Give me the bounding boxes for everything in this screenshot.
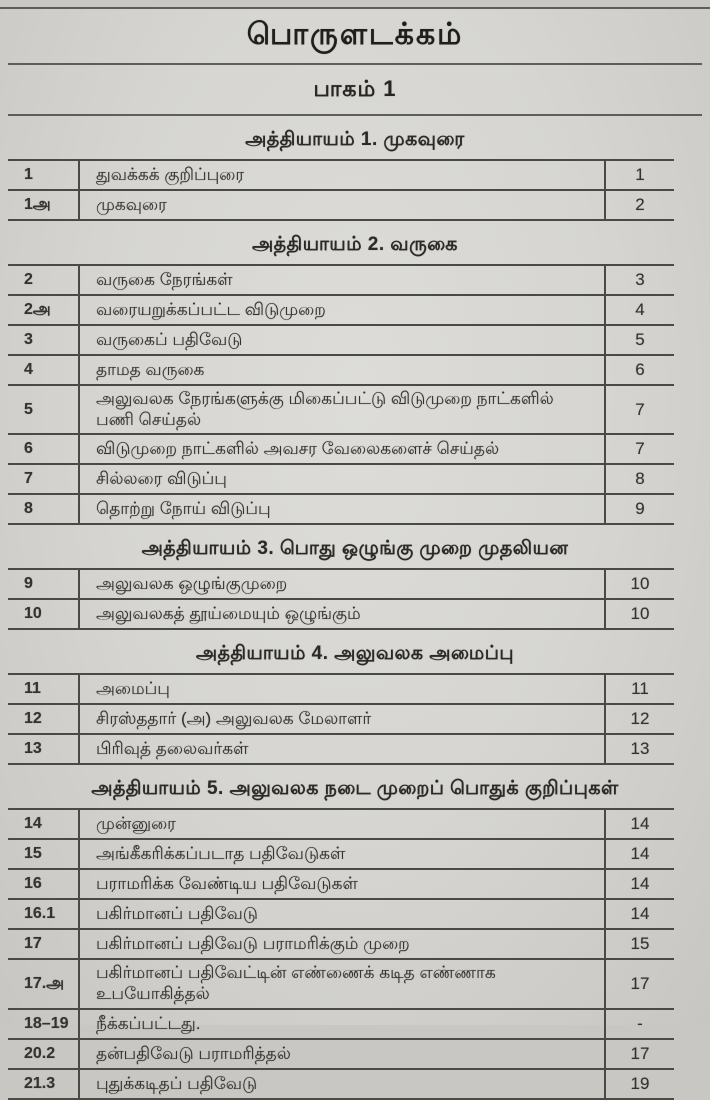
- toc-sections: [0, 129, 710, 1100]
- row-number: 8: [24, 500, 33, 518]
- chapter-section: [0, 234, 710, 525]
- row-number: 20.2: [24, 1044, 56, 1062]
- row-title: வரையறுக்கப்பட்ட விடுமுறை: [78, 296, 606, 324]
- chapter-section: [0, 538, 710, 630]
- row-number: 6: [24, 440, 33, 458]
- row-page: 13: [630, 739, 650, 759]
- row-title: விடுமுறை நாட்களில் அவசர வேலைகளைச் செய்தல்: [78, 435, 606, 463]
- table-row: [8, 735, 674, 765]
- row-page: 9: [635, 499, 645, 519]
- row-page: 6: [635, 360, 645, 379]
- table-row: [8, 705, 674, 735]
- row-page: 14: [630, 844, 650, 864]
- row-title: தன்பதிவேடு பராமரித்தல்: [78, 1040, 606, 1068]
- chapter-section: [0, 778, 710, 1099]
- table-row: [8, 930, 674, 960]
- row-number: 5: [24, 400, 33, 418]
- row-number: 16.1: [24, 905, 56, 923]
- row-number: 1: [24, 166, 33, 183]
- row-page: 14: [630, 814, 650, 834]
- part-title: பாகம் 1: [313, 76, 397, 101]
- row-title: அலுவலகத் தூய்மையும் ஒழுங்கும்: [78, 600, 606, 628]
- row-page: 2: [635, 195, 645, 214]
- table-row: [8, 960, 674, 1009]
- row-title: தாமத வருகை: [78, 356, 606, 384]
- row-page: 14: [630, 904, 650, 924]
- divider-rule: [8, 114, 702, 116]
- top-rule: [0, 7, 710, 9]
- row-page: 10: [630, 604, 650, 624]
- row-title: அங்கீகரிக்கப்படாத பதிவேடுகள்: [78, 840, 606, 868]
- row-number: 2: [24, 271, 33, 288]
- row-title: அலுவலக ஒழுங்குமுறை: [78, 570, 606, 598]
- chapter-heading: அத்தியாயம் 3. பொது ஒழுங்கு முறை முதலியன: [141, 538, 569, 560]
- row-number: 10: [24, 605, 42, 623]
- row-page: 12: [630, 709, 650, 729]
- toc-table: [8, 159, 674, 221]
- row-title: சிரஸ்ததார் (அ) அலுவலக மேலாளர்: [78, 705, 606, 733]
- row-page: 5: [635, 330, 645, 349]
- divider-rule: [8, 63, 702, 65]
- chapter-section: [0, 643, 710, 765]
- row-page: 14: [630, 874, 650, 894]
- table-row: [8, 296, 674, 326]
- row-title: புதுக்கடிதப் பதிவேடு: [78, 1070, 606, 1098]
- row-page: 4: [635, 300, 645, 319]
- table-row: [8, 1010, 674, 1040]
- row-page: 1: [635, 165, 645, 184]
- table-row: [8, 386, 674, 435]
- row-number: 1அ: [24, 196, 51, 213]
- toc-table: [8, 673, 674, 765]
- table-row: [8, 1070, 674, 1100]
- table-row: [8, 356, 674, 386]
- chapter-heading: அத்தியாயம் 5. அலுவலக நடை முறைப் பொதுக் குறிப்புகள்: [91, 778, 619, 800]
- table-row: [8, 810, 674, 840]
- row-page: 8: [635, 469, 645, 489]
- row-number: 16: [24, 875, 42, 893]
- table-row: [8, 900, 674, 930]
- row-title: பகிர்மானப் பதிவேடு: [78, 900, 606, 928]
- chapter-heading: அத்தியாயம் 1. முகவுரை: [245, 129, 465, 150]
- row-title: அமைப்பு: [78, 675, 606, 703]
- chapter-heading: அத்தியாயம் 2. வருகை: [252, 234, 458, 255]
- table-row: [8, 1040, 674, 1070]
- row-number: 12: [24, 710, 42, 728]
- row-number: 4: [24, 361, 33, 378]
- row-title: முன்னுரை: [78, 810, 606, 838]
- chapter-section: [0, 129, 710, 221]
- row-title: பகிர்மானப் பதிவேட்டின் எண்ணைக் கடித எண்ணாக உபயோகித்தல்: [78, 960, 606, 1007]
- row-title: தொற்று நோய் விடுப்பு: [78, 495, 606, 523]
- row-page: 10: [630, 574, 650, 594]
- table-row: [8, 435, 674, 465]
- row-title: பிரிவுத் தலைவர்கள்: [78, 735, 606, 763]
- row-title: அலுவலக நேரங்களுக்கு மிகைப்பட்டு விடுமுறை நாட்களில் பணி செய்தல்: [78, 386, 606, 433]
- row-page: 17: [630, 1043, 650, 1063]
- row-page: 15: [630, 934, 650, 954]
- row-page: 19: [630, 1073, 650, 1093]
- row-page: -: [637, 1013, 643, 1033]
- table-row: [8, 870, 674, 900]
- row-number: 17.அ: [24, 975, 65, 993]
- page-title: பொருளடக்கம்: [246, 18, 464, 51]
- row-title: வருகை நேரங்கள்: [78, 266, 606, 294]
- table-row: [8, 840, 674, 870]
- row-page: 17: [630, 974, 650, 994]
- row-number: 2அ: [24, 301, 51, 318]
- row-title: வருகைப் பதிவேடு: [78, 326, 606, 354]
- row-number: 18–19: [24, 1014, 69, 1032]
- table-row: [8, 326, 674, 356]
- row-number: 3: [24, 331, 33, 348]
- row-number: 21.3: [24, 1074, 56, 1092]
- toc-table: [8, 808, 674, 1099]
- table-row: [8, 675, 674, 705]
- scanned-toc-page: [0, 7, 710, 1093]
- row-number: 17: [24, 935, 42, 953]
- row-title: பகிர்மானப் பதிவேடு பராமரிக்கும் முறை: [78, 930, 606, 958]
- table-row: [8, 600, 674, 630]
- row-title: சில்லரை விடுப்பு: [78, 465, 606, 493]
- row-page: 7: [635, 399, 645, 419]
- row-number: 9: [24, 575, 33, 593]
- row-number: 11: [24, 680, 41, 698]
- row-page: 11: [631, 679, 649, 699]
- row-page: 3: [635, 270, 645, 289]
- row-title: துவக்கக் குறிப்புரை: [78, 161, 606, 189]
- row-number: 14: [24, 815, 42, 833]
- row-title: பராமரிக்க வேண்டிய பதிவேடுகள்: [78, 870, 606, 898]
- toc-table: [8, 568, 674, 630]
- toc-table: [8, 264, 674, 525]
- row-title: முகவுரை: [78, 191, 606, 219]
- row-page: 7: [635, 439, 645, 459]
- table-row: [8, 465, 674, 495]
- table-row: [8, 266, 674, 296]
- row-number: 15: [24, 845, 42, 863]
- chapter-heading: அத்தியாயம் 4. அலுவலக அமைப்பு: [196, 643, 514, 665]
- table-row: [8, 495, 674, 525]
- row-title: நீக்கப்பட்டது.: [78, 1010, 606, 1038]
- table-row: [8, 161, 674, 191]
- table-row: [8, 570, 674, 600]
- row-number: 13: [24, 740, 42, 758]
- row-number: 7: [24, 470, 33, 488]
- table-row: [8, 191, 674, 221]
